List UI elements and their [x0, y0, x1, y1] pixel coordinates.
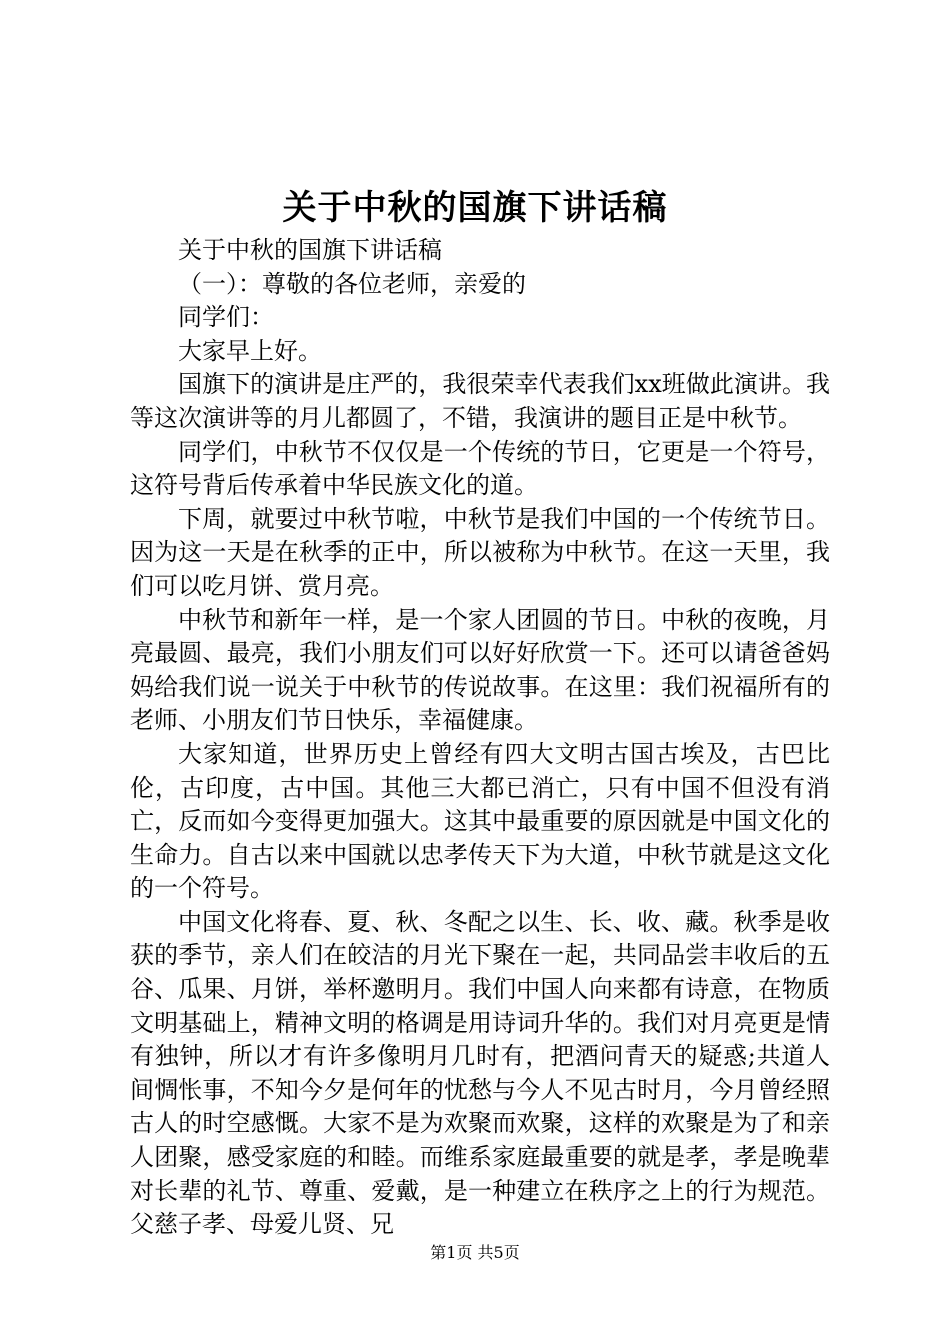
paragraph: 下周，就要过中秋节啦，中秋节是我们中国的一个传统节日。因为这一天是在秋季的正中，所以被称为中秋节。在这一天里，我们可以吃月饼、赏月亮。: [130, 504, 830, 600]
paragraph: 大家知道，世界历史上曾经有四大文明古国古埃及，古巴比伦，古印度，古中国。其他三大都已消亡，只有中国不但没有消亡，反而如今变得更加强大。这其中最重要的原因就是中国文化的生命力。自古以来中国就以忠孝传天下为大道，中秋节就是这文化的一个符号。: [130, 739, 830, 903]
paragraph-subtitle: 关于中秋的国旗下讲话稿: [178, 236, 442, 264]
paragraph: 国旗下的演讲是庄严的，我很荣幸代表我们xx班做此演讲。我等这次演讲等的月儿都圆了，不错，我演讲的题目正是中秋节。: [130, 370, 830, 432]
paragraph: 中国文化将春、夏、秋、冬配之以生、长、收、藏。秋季是收获的季节，亲人们在皎洁的月光下聚在一起，共同品尝丰收后的五谷、瓜果、月饼，举杯邀明月。我们中国人向来都有诗意，在物质文明基础上，精神文明的格调是用诗词升华的。我们对月亮更是情有独钟，所以才有许多像明月几时有，把酒问青天的疑惑;共道人间惆怅事，不知今夕是何年的忧愁与今人不见古时月，今月曾经照古人的时空感慨。大家不是为欢聚而欢聚，这样的欢聚是为了和亲人团聚，感受家庭的和睦。而维系家庭最重要的就是孝，孝是晚辈对长辈的礼节、尊重、爱戴，是一种建立在秩序之上的行为规范。父慈子孝、母爱儿贤、兄: [130, 907, 830, 1239]
paragraph: 同学们，中秋节不仅仅是一个传统的节日，它更是一个符号，这符号背后传承着中华民族文化的道。: [130, 437, 830, 500]
document-body: [130, 234, 830, 1242]
paragraph-salutation-cont: 同学们：: [178, 303, 274, 332]
page-number-footer: 第1页 共5页: [430, 1243, 520, 1262]
paragraph-salutation: （一）：尊敬的各位老师，亲爱的: [178, 269, 526, 298]
paragraph-greeting: 大家早上好。: [178, 336, 322, 365]
document-title: 关于中秋的国旗下讲话稿: [282, 188, 668, 228]
paragraph: 中秋节和新年一样，是一个家人团圆的节日。中秋的夜晚，月亮最圆、最亮，我们小朋友们可以好好欣赏一下。还可以请爸爸妈妈给我们说一说关于中秋节的传说故事。在这里：我们祝福所有的老师、小朋友们节日快乐，幸福健康。: [130, 605, 830, 735]
